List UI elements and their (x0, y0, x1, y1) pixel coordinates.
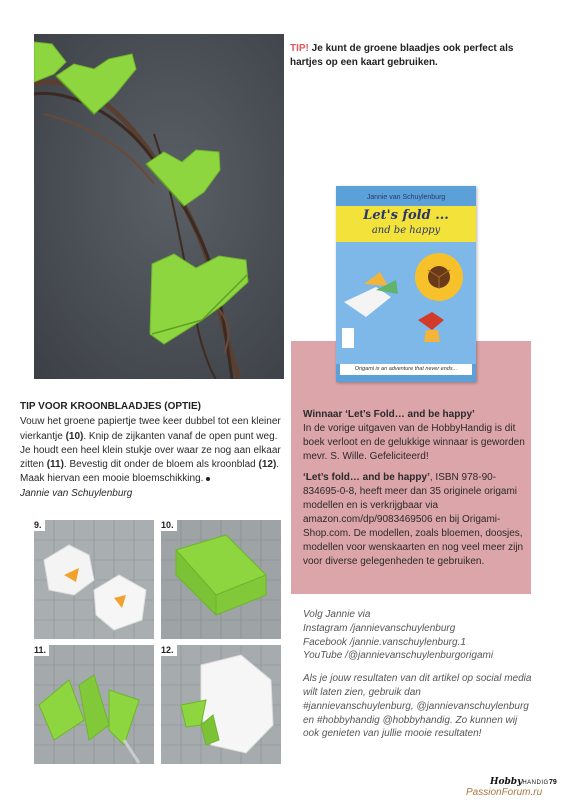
ivy-leaves-illustration (34, 34, 284, 379)
social-info (303, 608, 533, 750)
tip-label: TIP! (290, 43, 309, 54)
book-subtitle: Origami is an adventure that never ends... (340, 364, 472, 375)
watermark: PassionForum.ru (466, 787, 543, 798)
step-photo-12 (161, 645, 281, 764)
step-photo-9 (34, 520, 154, 639)
ivy-leaves-photo (34, 34, 284, 379)
youtube-link[interactable]: YouTube /@jannievanschuylenburgorigami (303, 650, 494, 662)
winner-body: In de vorige uitgaven van de HobbyHandig is dit boek verloot en de gelukkige winnaar is geworden mevr. S. Wille. Gefeliciteerd! (303, 423, 525, 462)
step-number: 12. (161, 645, 177, 656)
facebook-link[interactable]: Facebook /jannie.vanschuylenburg.1 (303, 636, 466, 648)
end-bullet-icon (206, 477, 210, 481)
tip-body: Je kunt de groene blaadjes ook perfect als hartjes op een kaart gebruiken. (290, 43, 514, 68)
instagram-link[interactable]: Instagram /jannievanschuylenburg (303, 622, 456, 634)
winner-text (303, 408, 525, 576)
crown-petal-tip (20, 400, 282, 501)
follow-heading: Volg Jannie via (303, 609, 371, 620)
step-number: 11. (34, 645, 49, 656)
step-photo-10 (161, 520, 281, 639)
crown-tip-body: Vouw het groene papiertje twee keer dubbel tot een kleiner vierkantje (10). Knip de zijkanten vanaf de open punt weg. Je houdt een heel klein stukje over waar ze nog aan elkaar zitten (11). Bevestig dit onder de bloem als kroonblad (12). Maak hiervan een mooie bloemschikking. (20, 416, 281, 485)
book-title-line2: and be happy (371, 225, 441, 236)
author-signature: Jannie van Schuylenburg (20, 487, 133, 499)
sunflower-icon (415, 253, 463, 301)
winner-heading: Winnaar ‘Let’s Fold… and be happy’ (303, 409, 475, 420)
book-description: , ISBN 978-90-834695-0-8, heeft meer dan 35 originele origami modellen en is verkrijgbaar via amazon.com/dp/9083469506 en bij Origami-Shop.com. De modellen, zoals bloemen, doosjes, modellen voor wenskaarten en nog veel meer zijn voor diverse gelegenheden te gebruiken. (303, 472, 524, 567)
crown-tip-heading: TIP VOOR KROONBLAADJES (OPTIE) (20, 401, 201, 412)
magazine-logo: HobbyHANDIG (490, 777, 549, 787)
book-title-line1: Let's fold ... (363, 208, 449, 223)
step-photo-11 (34, 645, 154, 764)
book-origami-illustration (336, 242, 476, 364)
step-number: 10. (161, 520, 177, 531)
page-number: 79 (549, 779, 557, 786)
book-name: ‘Let’s fold… and be happy’ (303, 472, 430, 483)
tip-text (290, 42, 530, 69)
share-text: Als je jouw resultaten van dit artikel op social media wilt laten zien, gebruik dan #jannievanschuylenburg, @jannievanschuylenburg en #hobbyhandig @hobbyhandig. Zo kunnen wij ook genieten van jullie mooie resultaten! (303, 673, 532, 740)
book-author: Jannie van Schuylenburg (366, 194, 446, 201)
book-cover (336, 186, 476, 382)
step-number: 9. (34, 520, 45, 531)
